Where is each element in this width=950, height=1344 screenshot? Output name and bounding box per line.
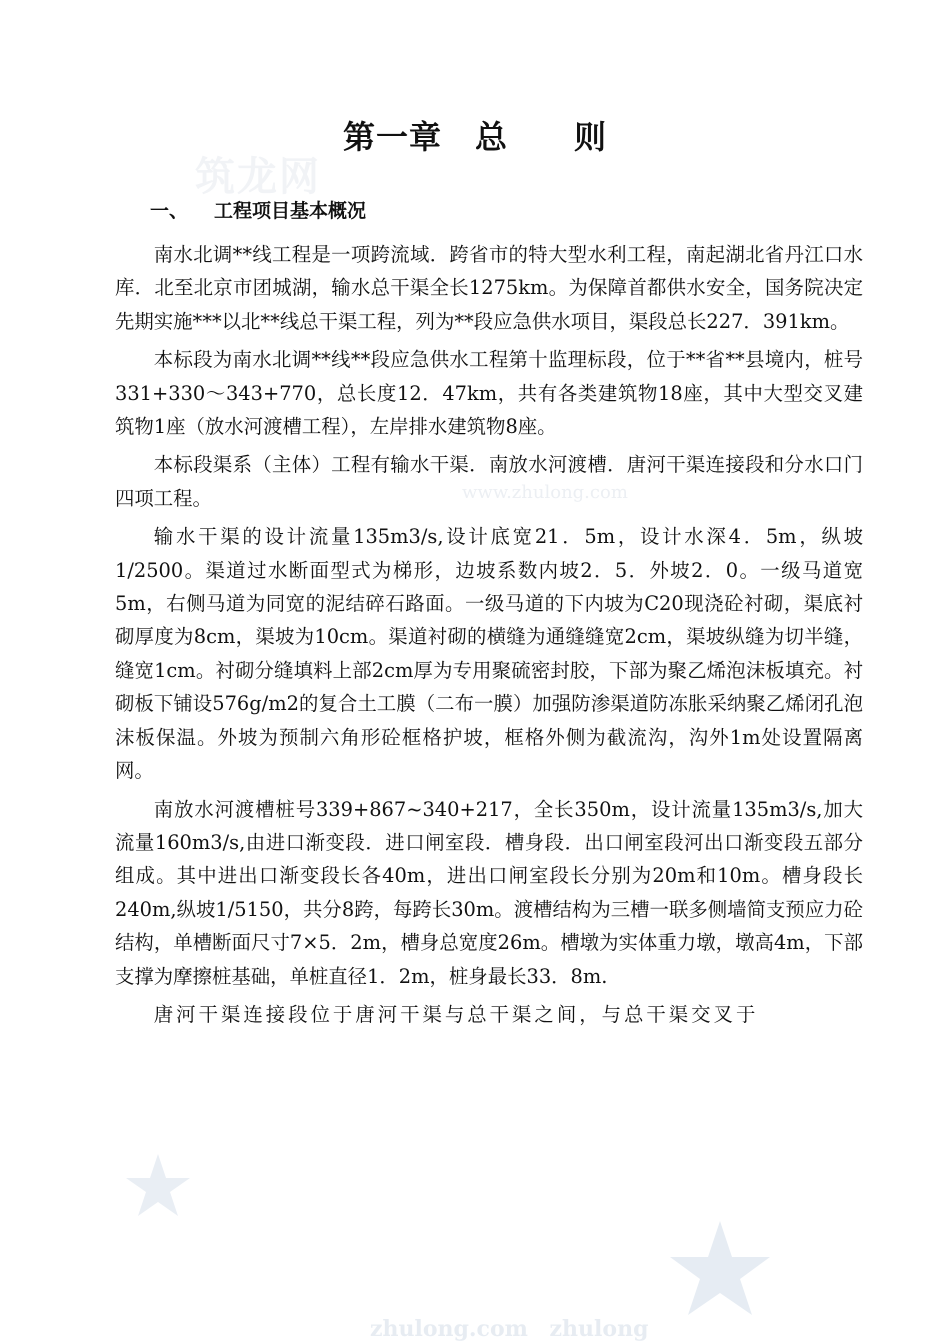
paragraph: 本标段为南水北调**线**段应急供水工程第十监理标段，位于**省**县境内，桩号331+330～343+770，总长度12．47km，共有各类建筑物18座，其中大型交叉建筑物1座（放水河渡槽工程），左岸排水建筑物8座。 <box>115 348 863 439</box>
watermark-logo-icon <box>660 1215 780 1335</box>
section-number: 一、 <box>150 200 189 222</box>
chapter-title: 第一章 总 则 <box>342 118 607 156</box>
watermark-bottom: zhulong.com zhulong <box>370 1316 649 1342</box>
watermark-middle: www.zhulong.com <box>462 482 628 503</box>
paragraph: 南放水河渡槽桩号339+867~340+217，全长350m，设计流量135m3/s,加大流量160m3/s,由进口渐变段．进口闸室段．槽身段．出口闸室段河出口渐变段五部分组成。其中进出口渐变段长各40m，进出口闸室段长分别为20m和10m。槽身段长240m,纵坡1/5150，共分8跨，每跨长30m。渡槽结构为三槽一联多侧墙简支预应力砼结构，单槽断面尺寸7×5．2m，槽身总宽度26m。槽墩为实体重力墩，墩高4m，下部支撑为摩擦桩基础，单桩直径1．2m，桩身最长33．8m. <box>115 797 863 988</box>
paragraph: 唐河干渠连接段位于唐河干渠与总干渠之间，与总干渠交叉于 <box>153 1002 759 1026</box>
paragraph: 南水北调**线工程是一项跨流域．跨省市的特大型水利工程，南起湖北省丹江口水库．北至北京市团城湖，输水总干渠全长1275km。为保障首都供水安全，国务院决定先期实施***以北**线总干渠工程，列为**段应急供水项目，渠段总长227．391km。 <box>115 243 863 333</box>
paragraph: 本标段渠系（主体）工程有输水干渠．南放水河渡槽．唐河干渠连接段和分水口门四项工程。 <box>115 453 863 510</box>
paragraph: 输水干渠的设计流量135m3/s,设计底宽21．5m，设计水深4．5m，纵坡1/2500。渠道过水断面型式为梯形，边坡系数内坡2．5．外坡2．0。一级马道宽5m，右侧马道为同宽的泥结碎石路面。一级马道的下内坡为C20现浇砼衬砌，渠底衬砌厚度为8cm，渠坡为10cm。渠道衬砌的横缝为通缝缝宽2cm，渠坡纵缝为切半缝，缝宽1cm。衬砌分缝填料上部2cm厚为专用聚硫密封胶，下部为聚乙烯泡沫板填充。衬砌板下铺设576g/m2的复合土工膜（二布一膜）加强防渗渠道防冻胀采纳聚乙烯闭孔泡沫板保温。外坡为预制六角形砼框格护坡，框格外侧为截流沟，沟外1m处设置隔离网。 <box>115 525 863 783</box>
watermark-top: 筑龙网 <box>195 153 321 200</box>
section-heading <box>150 196 366 223</box>
body-text <box>115 238 863 1036</box>
watermark-logo-icon <box>118 1150 198 1230</box>
section-title: 工程项目基本概况 <box>214 200 367 222</box>
